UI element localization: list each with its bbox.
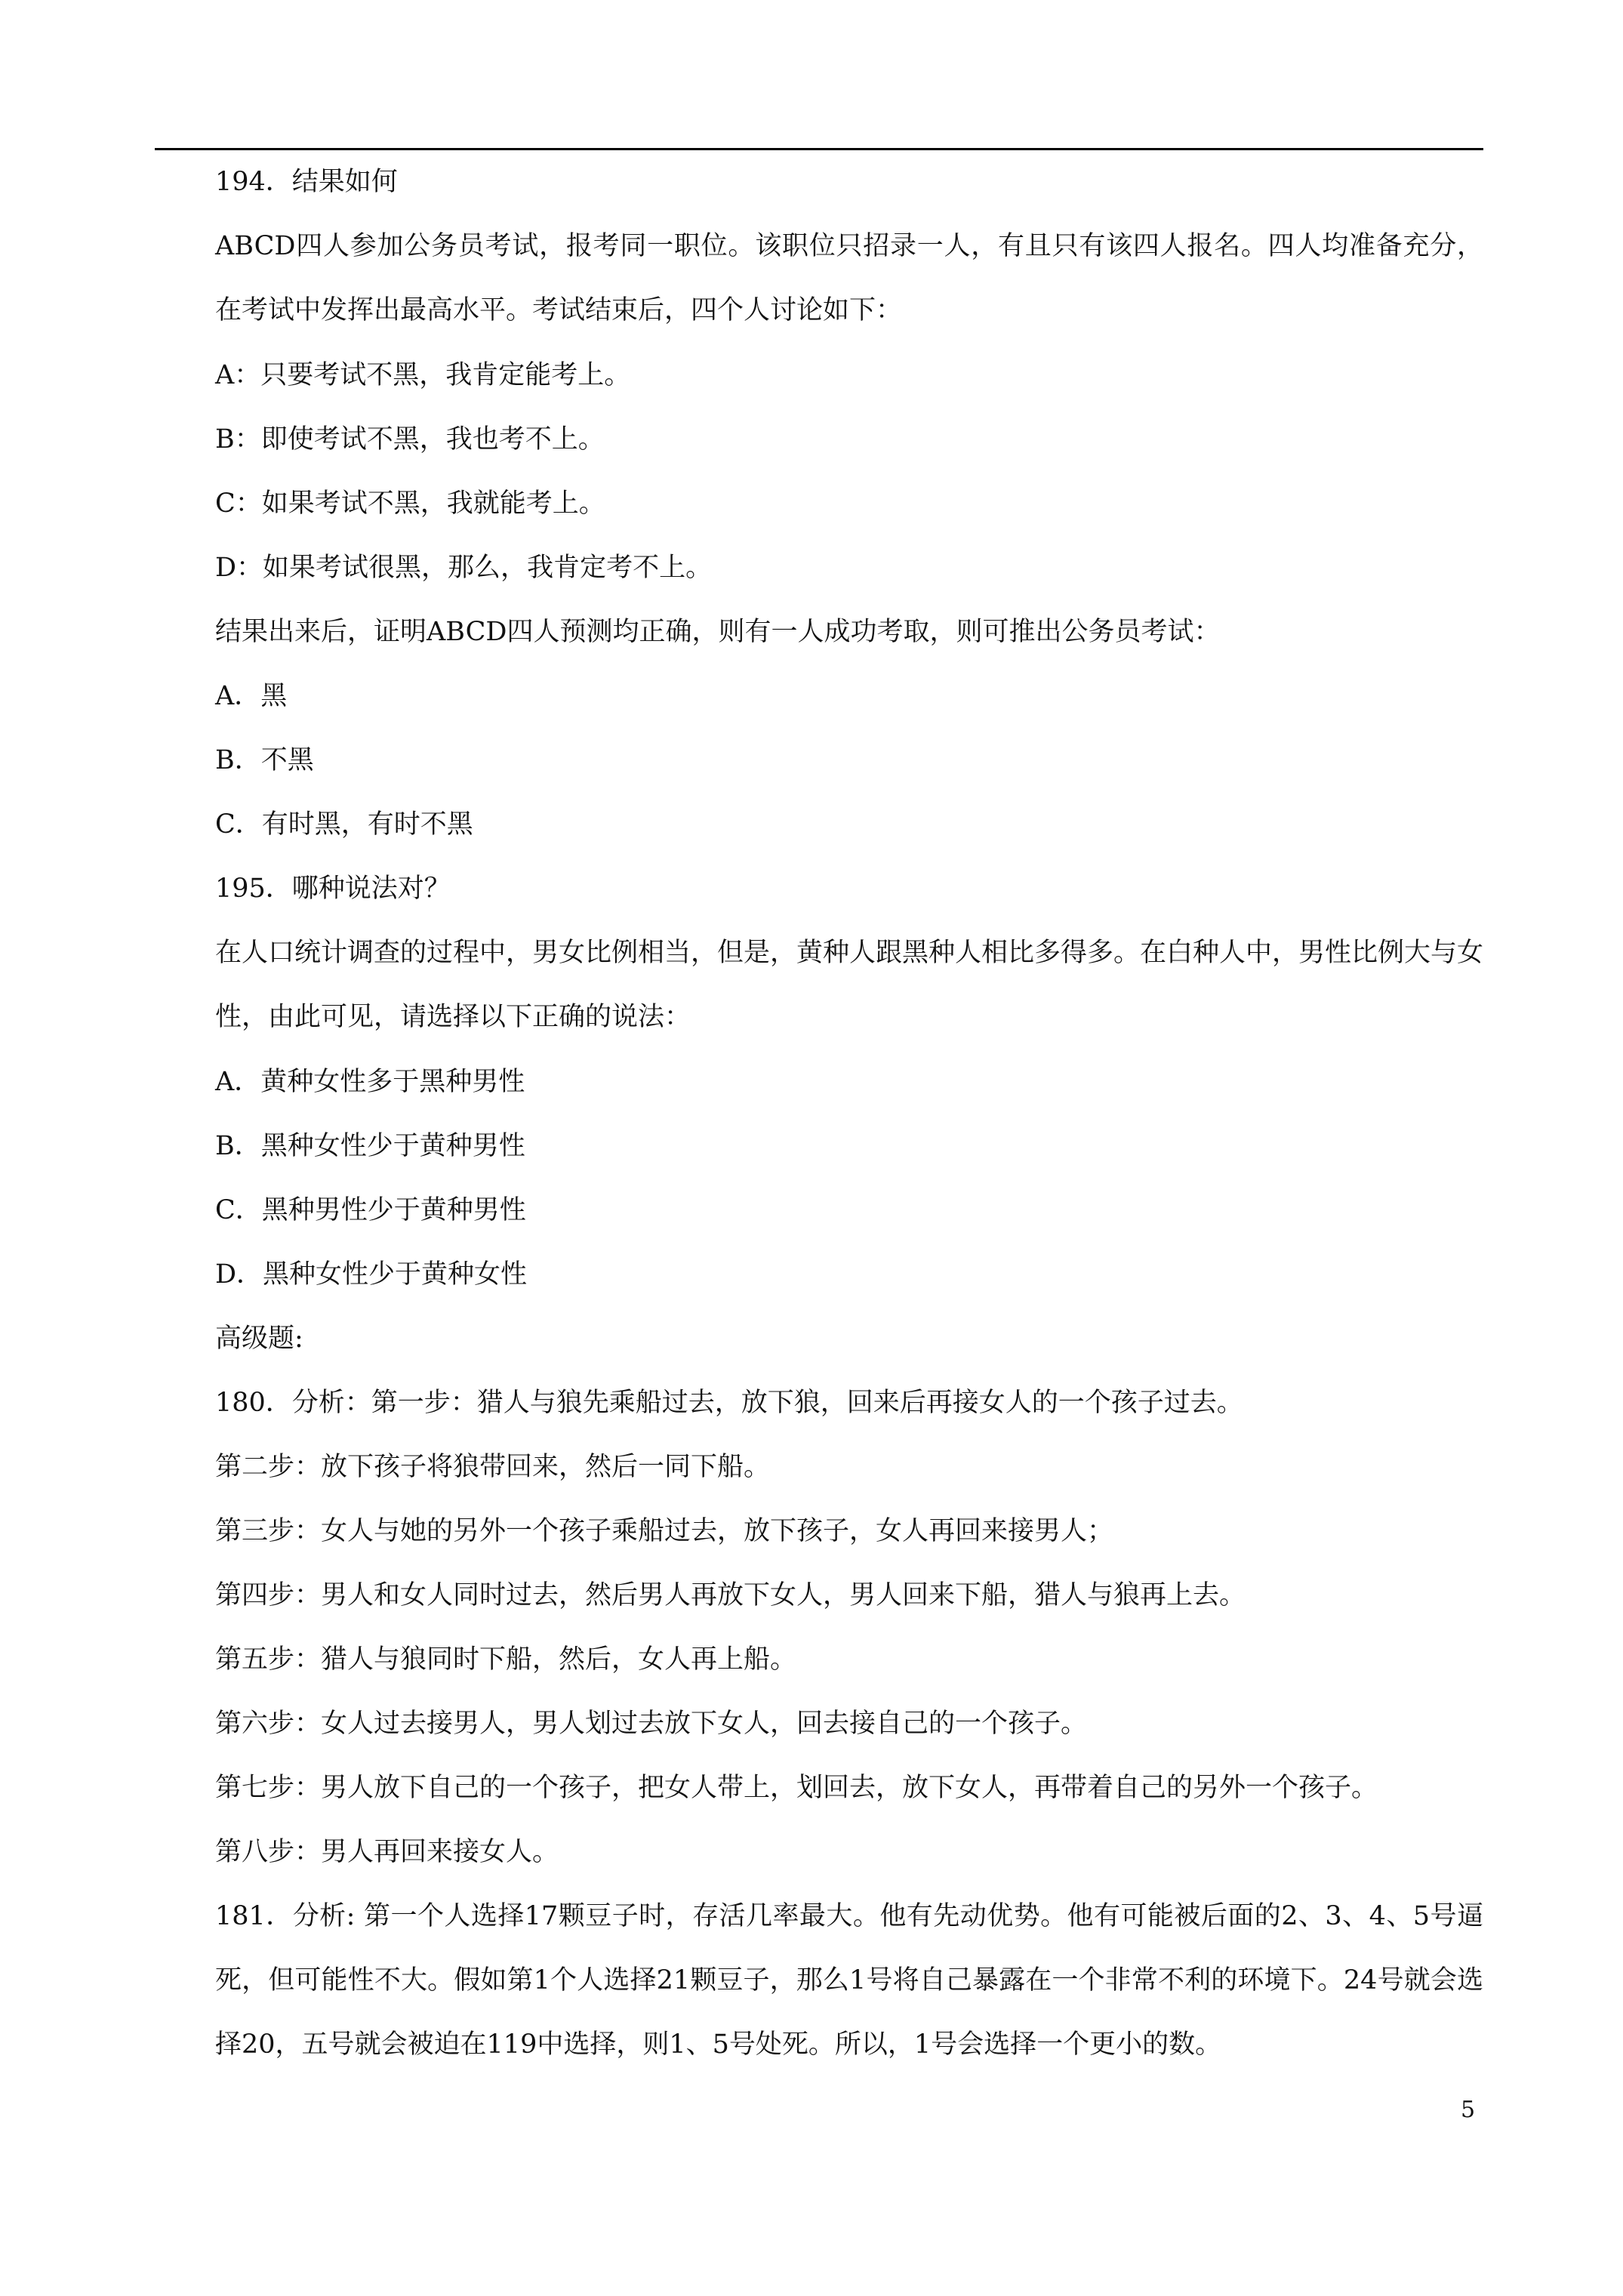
answer-180-step-4: 第四步：男人和女人同时过去，然后男人再放下女人，男人回来下船，猎人与狼再上去。	[215, 1580, 1246, 1610]
statement-c: C：如果考试不黑，我就能考上。	[215, 488, 605, 519]
answer-180-step-6: 第六步：女人过去接男人，男人划过去放下女人，回去接自己的一个孩子。	[215, 1709, 1088, 1739]
question-195-title: 195．哪种说法对？	[215, 874, 451, 904]
answer-180-step-1: 180．分析：第一步：猎人与狼先乘船过去，放下狼，回来后再接女人的一个孩子过去。	[215, 1388, 1243, 1418]
question-194-title: 194．结果如何	[215, 167, 398, 197]
answer-180-step-7: 第七步：男人放下自己的一个孩子，把女人带上，划回去，放下女人，再带着自己的另外一个孩子。	[215, 1773, 1378, 1803]
option-d: D．黑种女性少于黄种女性	[215, 1259, 528, 1290]
question-195-stem: 在人口统计调查的过程中，男女比例相当，但是，黄种人跟黑种人相比多得多。在白种人中，男性比例大与女性，由此可见，请选择以下正确的说法：	[215, 938, 1484, 1032]
question-194-prompt: 结果出来后，证明ABCD四人预测均正确，则有一人成功考取，则可推出公务员考试：	[215, 617, 1221, 647]
question-194-stem: ABCD四人参加公务员考试，报考同一职位。该职位只招录一人，有且只有该四人报名。四人均准备充分，在考试中发挥出最高水平。考试结束后，四个人讨论如下：	[215, 231, 1483, 325]
option-a: A．黑	[215, 681, 288, 711]
option-a: A．黄种女性多于黑种男性	[215, 1067, 525, 1097]
statement-d: D：如果考试很黑，那么，我肯定考不上。	[215, 553, 713, 583]
page-body	[155, 166, 1483, 2094]
answer-181: 181．分析: 第一个人选择17颗豆子时，存活几率最大。他有先动优势。他有可能被后面的2、3、4、5号逼死，但可能性不大。假如第1个人选择21颗豆子，那么1号将自己暴露在一个非常不利的环境下。24号就会选择20，五号就会被迫在119中选择，则1、5号处死。所以，1号会选择一个更小的数。	[215, 1901, 1483, 2060]
option-c: C．黑种男性少于黄种男性	[215, 1195, 526, 1225]
section-heading: 高级题:	[215, 1324, 303, 1354]
answer-180-step-5: 第五步：猎人与狼同时下船，然后，女人再上船。	[215, 1644, 797, 1675]
answer-180-step-8: 第八步：男人再回来接女人。	[215, 1837, 559, 1867]
answer-180-step-3: 第三步：女人与她的另外一个孩子乘船过去，放下孩子，女人再回来接男人；	[215, 1516, 1114, 1546]
option-c: C．有时黑，有时不黑	[215, 809, 473, 840]
option-b: B．不黑	[215, 745, 314, 775]
header-rule	[155, 148, 1483, 150]
page-number: 5	[1461, 2097, 1476, 2123]
option-b: B．黑种女性少于黄种男性	[215, 1131, 525, 1161]
answer-180-step-2: 第二步：放下孩子将狼带回来，然后一同下船。	[215, 1452, 771, 1482]
statement-a: A：只要考试不黑，我肯定能考上。	[215, 360, 631, 390]
statement-b: B：即使考试不黑，我也考不上。	[215, 424, 605, 455]
